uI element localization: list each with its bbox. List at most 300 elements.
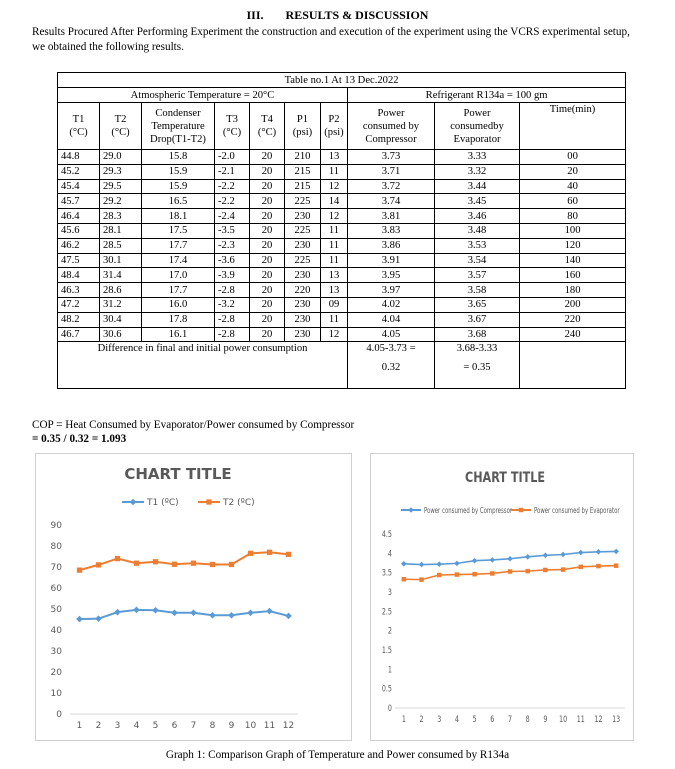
table-cell: 15.8 xyxy=(142,150,215,165)
x-tick-label: 10 xyxy=(244,721,257,731)
table-cell: 3.97 xyxy=(348,283,435,298)
y-tick-label: 30 xyxy=(50,647,62,657)
column-header-line: T1 xyxy=(72,114,85,125)
table-cell: 20 xyxy=(250,327,285,342)
table-cell: 215 xyxy=(285,179,321,194)
data-point xyxy=(472,558,478,564)
column-header-line: Condenser xyxy=(155,107,201,119)
data-point xyxy=(172,562,177,567)
table-cell: 30.1 xyxy=(100,253,142,268)
data-point xyxy=(210,562,215,567)
column-header-line: consumedby xyxy=(450,120,504,132)
table-cell: 3.72 xyxy=(348,179,435,194)
data-point xyxy=(267,550,272,555)
column-header-line: Compressor xyxy=(365,133,417,145)
y-tick-label: 1 xyxy=(387,664,392,675)
data-point xyxy=(114,609,121,616)
data-point xyxy=(614,563,618,567)
x-tick-label: 13 xyxy=(612,714,621,725)
data-point xyxy=(77,568,82,573)
data-point xyxy=(96,562,101,567)
section-title: RESULTS & DISCUSSION xyxy=(285,8,429,22)
table-cell: 17.7 xyxy=(142,238,215,253)
table-cell: 20 xyxy=(250,209,285,224)
column-header-line: T3 xyxy=(226,114,238,125)
data-point xyxy=(525,554,531,560)
x-tick-label: 5 xyxy=(152,721,159,731)
table-cell: 3.33 xyxy=(435,150,520,165)
data-point xyxy=(613,549,619,555)
cop-result: = 0.35 / 0.32 = 1.093 xyxy=(32,433,127,445)
table-cell: 11 xyxy=(321,164,348,179)
table-cell: 11 xyxy=(321,312,348,327)
table-row xyxy=(58,179,626,194)
table-cell: 13 xyxy=(321,150,348,165)
table-cell: 120 xyxy=(520,238,626,253)
column-header-line: (°C) xyxy=(69,127,88,138)
data-point xyxy=(578,550,584,556)
power-chart xyxy=(370,453,634,741)
table-cell: 09 xyxy=(321,297,348,312)
legend-marker xyxy=(408,507,414,513)
column-header-line: (psi) xyxy=(324,127,344,138)
table-cell: 3.67 xyxy=(435,312,520,327)
table-cell: 18.1 xyxy=(142,209,215,224)
data-point xyxy=(543,552,549,558)
table-cell: -2.8 xyxy=(215,312,250,327)
table-cell: 230 xyxy=(285,327,321,342)
data-point xyxy=(190,609,197,616)
table-cell: -3.6 xyxy=(215,253,250,268)
table-cell: 17.4 xyxy=(142,253,215,268)
table-cell: -2.2 xyxy=(215,194,250,209)
table-cell: 17.7 xyxy=(142,283,215,298)
table-cell: 29.5 xyxy=(100,179,142,194)
x-tick-label: 4 xyxy=(133,721,140,731)
table-cell: 20 xyxy=(250,150,285,165)
data-point xyxy=(596,564,600,568)
table-cell: 12 xyxy=(321,179,348,194)
table-cell: 4.02 xyxy=(348,297,435,312)
column-header-line: Power xyxy=(377,107,405,119)
table-cell: 16.5 xyxy=(142,194,215,209)
data-point xyxy=(76,616,83,623)
table-cell: 230 xyxy=(285,209,321,224)
data-point xyxy=(508,569,512,573)
evaporator-difference xyxy=(435,342,520,389)
table-cell: 46.2 xyxy=(58,238,100,253)
data-point xyxy=(437,573,441,577)
table-cell: 200 xyxy=(520,297,626,312)
data-point xyxy=(266,608,273,615)
table-row xyxy=(58,283,626,298)
table-cell: 00 xyxy=(520,150,626,165)
table-cell: 140 xyxy=(520,253,626,268)
table-row xyxy=(58,297,626,312)
x-tick-label: 2 xyxy=(95,721,102,731)
column-header-line: Drop(T1-T2) xyxy=(150,133,206,145)
table-cell: 12 xyxy=(321,209,348,224)
table-cell: 13 xyxy=(321,268,348,283)
y-tick-label: 80 xyxy=(50,542,62,552)
evaporator-difference-value: = 0.35 xyxy=(463,362,491,374)
table-cell: 48.2 xyxy=(58,312,100,327)
table-cell: 3.86 xyxy=(348,238,435,253)
table-cell: 215 xyxy=(285,164,321,179)
column-header-line: P2 xyxy=(328,114,340,125)
y-tick-label: 60 xyxy=(50,584,62,594)
table-cell: 29.2 xyxy=(100,194,142,209)
table-cell: 28.1 xyxy=(100,223,142,238)
data-point xyxy=(419,577,423,581)
table-cell: 17.8 xyxy=(142,312,215,327)
table-cell: 47.5 xyxy=(58,253,100,268)
table-caption: Table no.1 At 13 Dec.2022 xyxy=(58,73,626,88)
table-cell: 28.6 xyxy=(100,283,142,298)
y-tick-label: 70 xyxy=(50,563,62,573)
table-cell: 3.95 xyxy=(348,268,435,283)
cop-formula: COP = Heat Consumed by Evaporator/Power consumed by Compressor xyxy=(32,419,355,431)
table-cell: 45.7 xyxy=(58,194,100,209)
column-header xyxy=(348,103,435,150)
column-header xyxy=(100,103,142,150)
data-point xyxy=(229,562,234,567)
legend-marker xyxy=(206,499,211,504)
column-header-line: (°C) xyxy=(257,127,277,138)
column-header xyxy=(250,103,285,150)
table-cell: 20 xyxy=(250,223,285,238)
column-header xyxy=(285,103,321,150)
table-cell: 100 xyxy=(520,223,626,238)
table-cell: 20 xyxy=(250,238,285,253)
column-header-line: P1 xyxy=(296,114,309,125)
table-cell: -3.5 xyxy=(215,223,250,238)
legend-marker xyxy=(130,499,137,506)
table-cell: 15.9 xyxy=(142,179,215,194)
data-point xyxy=(419,562,425,568)
table-row xyxy=(58,209,626,224)
table-cell: 3.32 xyxy=(435,164,520,179)
table-cell: 3.68 xyxy=(435,327,520,342)
table-cell: 11 xyxy=(321,253,348,268)
y-tick-label: 10 xyxy=(50,689,62,699)
table-cell: 3.65 xyxy=(435,297,520,312)
table-cell: 3.73 xyxy=(348,150,435,165)
y-tick-label: 40 xyxy=(50,626,62,636)
x-tick-label: 6 xyxy=(490,714,495,725)
empty-cell xyxy=(520,342,626,389)
table-cell: 14 xyxy=(321,194,348,209)
table-cell: 20 xyxy=(250,179,285,194)
x-tick-label: 10 xyxy=(559,714,568,725)
table-cell: 29.0 xyxy=(100,150,142,165)
table-cell: 44.8 xyxy=(58,150,100,165)
data-point xyxy=(95,615,102,622)
table-cell: 3.46 xyxy=(435,209,520,224)
data-point xyxy=(153,559,158,564)
data-point xyxy=(560,552,566,558)
x-tick-label: 9 xyxy=(228,721,235,731)
data-point xyxy=(152,607,159,614)
x-tick-label: 3 xyxy=(114,721,121,731)
x-tick-label: 12 xyxy=(594,714,603,725)
section-number: III. xyxy=(246,8,264,22)
compressor-difference-value: 0.32 xyxy=(381,362,401,374)
data-point xyxy=(579,565,583,569)
table-cell: 11 xyxy=(321,238,348,253)
table-cell: 230 xyxy=(285,297,321,312)
table-cell: 20 xyxy=(520,164,626,179)
data-point xyxy=(134,561,139,566)
data-point xyxy=(525,569,529,573)
column-header xyxy=(435,103,520,150)
data-point xyxy=(490,557,496,563)
table-cell: 225 xyxy=(285,194,321,209)
x-tick-label: 3 xyxy=(437,714,442,725)
table-cell: 3.54 xyxy=(435,253,520,268)
data-point xyxy=(285,613,292,620)
table-cell: 3.57 xyxy=(435,268,520,283)
x-tick-label: 7 xyxy=(190,721,197,731)
table-cell: 12 xyxy=(321,327,348,342)
x-tick-label: 7 xyxy=(507,714,513,725)
column-header-line: Evaporator xyxy=(453,133,501,145)
table-cell: 20 xyxy=(250,268,285,283)
y-tick-label: 2 xyxy=(387,625,392,636)
table-cell: 240 xyxy=(520,327,626,342)
table-cell: 46.4 xyxy=(58,209,100,224)
x-tick-label: 9 xyxy=(543,714,548,725)
table-cell: 15.9 xyxy=(142,164,215,179)
results-table xyxy=(57,72,626,389)
legend-marker xyxy=(519,508,523,512)
table-cell: -2.3 xyxy=(215,238,250,253)
table-cell: -3.9 xyxy=(215,268,250,283)
column-header-line: (°C) xyxy=(222,127,242,138)
table-cell: 180 xyxy=(520,283,626,298)
table-cell: -2.8 xyxy=(215,283,250,298)
y-tick-label: 90 xyxy=(50,521,62,531)
y-tick-label: 3 xyxy=(387,587,392,598)
table-row xyxy=(58,238,626,253)
table-cell: 16.0 xyxy=(142,297,215,312)
table-footer-row xyxy=(58,342,626,389)
table-cell: 46.7 xyxy=(58,327,100,342)
table-cell: 45.2 xyxy=(58,164,100,179)
x-tick-label: 1 xyxy=(76,721,83,731)
data-point xyxy=(209,612,216,619)
table-cell: 11 xyxy=(321,223,348,238)
compressor-difference xyxy=(348,342,435,389)
y-tick-label: 0 xyxy=(387,703,392,714)
table-row xyxy=(58,253,626,268)
chart-svg xyxy=(371,454,633,740)
table-cell: 28.3 xyxy=(100,209,142,224)
table-cell: 3.45 xyxy=(435,194,520,209)
data-point xyxy=(248,551,253,556)
table-row xyxy=(58,194,626,209)
data-point xyxy=(454,561,460,567)
table-cell: 4.05 xyxy=(348,327,435,342)
compressor-difference-expr: 4.05-3.73 = xyxy=(366,343,416,355)
table-cell: 31.2 xyxy=(100,297,142,312)
table-cell: 47.2 xyxy=(58,297,100,312)
power-difference-label: Difference in final and initial power consumption xyxy=(58,342,348,389)
y-tick-label: 2.5 xyxy=(381,606,392,617)
y-tick-label: 1.5 xyxy=(381,645,392,656)
table-cell: 45.6 xyxy=(58,223,100,238)
table-cell: 225 xyxy=(285,223,321,238)
table-row xyxy=(58,268,626,283)
y-tick-label: 0.5 xyxy=(381,683,392,694)
table-row xyxy=(58,223,626,238)
chart-title: CHART TITLE xyxy=(124,465,232,483)
table-cell: 13 xyxy=(321,283,348,298)
table-cell: 225 xyxy=(285,253,321,268)
table-cell: 3.53 xyxy=(435,238,520,253)
table-cell: 220 xyxy=(285,283,321,298)
data-point xyxy=(191,561,196,566)
table-cell: 48.4 xyxy=(58,268,100,283)
column-header xyxy=(142,103,215,150)
table-row xyxy=(58,150,626,165)
column-header-line: Time(min) xyxy=(549,104,596,115)
table-cell: 3.74 xyxy=(348,194,435,209)
section-heading xyxy=(0,8,675,23)
legend-label: T1 (ºC) xyxy=(147,498,179,508)
data-point xyxy=(286,552,291,557)
column-header-line: consumed by xyxy=(362,120,420,132)
legend-label: Power consumed by Compressor xyxy=(424,506,513,516)
table-cell: 45.4 xyxy=(58,179,100,194)
table-cell: 230 xyxy=(285,312,321,327)
x-tick-label: 8 xyxy=(209,721,216,731)
x-tick-label: 8 xyxy=(525,714,530,725)
table-cell: -2.2 xyxy=(215,179,250,194)
series-line xyxy=(80,552,289,570)
x-tick-label: 12 xyxy=(282,721,295,731)
data-point xyxy=(543,568,547,572)
data-point xyxy=(472,572,476,576)
data-point xyxy=(561,567,565,571)
table-cell: -2.0 xyxy=(215,150,250,165)
table-cell: 160 xyxy=(520,268,626,283)
table-cell: 3.71 xyxy=(348,164,435,179)
data-point xyxy=(596,549,602,555)
x-tick-label: 4 xyxy=(454,714,459,725)
table-cell: 3.58 xyxy=(435,283,520,298)
data-point xyxy=(247,609,254,616)
table-cell: 3.48 xyxy=(435,223,520,238)
y-tick-label: 0 xyxy=(56,710,62,720)
table-cell: -2.4 xyxy=(215,209,250,224)
intro-paragraph: Results Procured After Performing Experiment the construction and execution of the experiment using the VCRS experimental setup, we obtained the following results. xyxy=(32,26,630,53)
y-tick-label: 4 xyxy=(387,548,392,559)
table-cell: 16.1 xyxy=(142,327,215,342)
table-cell: 40 xyxy=(520,179,626,194)
data-point xyxy=(401,561,407,567)
data-point xyxy=(507,556,513,562)
x-tick-label: 11 xyxy=(263,721,276,731)
table-cell: 46.3 xyxy=(58,283,100,298)
table-cell: 20 xyxy=(250,194,285,209)
table-cell: 17.5 xyxy=(142,223,215,238)
data-point xyxy=(402,577,406,581)
data-point xyxy=(115,556,120,561)
table-cell: -2.1 xyxy=(215,164,250,179)
table-cell: 230 xyxy=(285,238,321,253)
x-tick-label: 6 xyxy=(171,721,178,731)
data-point xyxy=(455,572,459,576)
table-cell: 220 xyxy=(520,312,626,327)
table-cell: 29.3 xyxy=(100,164,142,179)
table-cell: 20 xyxy=(250,312,285,327)
x-tick-label: 5 xyxy=(472,714,477,725)
table-cell: -3.2 xyxy=(215,297,250,312)
legend-label: Power consumed by Evaporator xyxy=(534,506,620,516)
atmospheric-temperature: Atmospheric Temperature = 20°C xyxy=(58,88,348,103)
table-cell: 30.4 xyxy=(100,312,142,327)
evaporator-difference-expr: 3.68-3.33 xyxy=(456,343,498,355)
data-point xyxy=(133,607,140,614)
x-tick-label: 1 xyxy=(401,714,406,725)
table-cell: 20 xyxy=(250,164,285,179)
column-header-line: (psi) xyxy=(292,127,313,138)
data-point xyxy=(171,609,178,616)
table-cell: 60 xyxy=(520,194,626,209)
refrigerant-amount: Refrigerant R134a = 100 gm xyxy=(348,88,626,103)
column-header xyxy=(321,103,348,150)
data-point xyxy=(490,571,494,575)
column-header xyxy=(58,103,100,150)
table-row xyxy=(58,312,626,327)
temperature-chart xyxy=(35,453,352,741)
chart-title: CHART TITLE xyxy=(464,468,546,486)
table-cell: -2.8 xyxy=(215,327,250,342)
table-cell: 30.6 xyxy=(100,327,142,342)
data-point xyxy=(436,561,442,567)
table-cell: 20 xyxy=(250,283,285,298)
table-cell: 230 xyxy=(285,268,321,283)
table-cell: 3.44 xyxy=(435,179,520,194)
table-row xyxy=(58,327,626,342)
y-tick-label: 4.5 xyxy=(381,529,392,540)
x-tick-label: 11 xyxy=(576,714,585,725)
x-tick-label: 2 xyxy=(419,714,424,725)
table-cell: 80 xyxy=(520,209,626,224)
y-tick-label: 20 xyxy=(50,668,62,678)
column-header-line: Power xyxy=(463,107,491,119)
chart-svg xyxy=(36,454,351,740)
series-line xyxy=(80,610,289,619)
table-cell: 210 xyxy=(285,150,321,165)
column-header-line: T4 xyxy=(261,114,273,125)
table-cell: 20 xyxy=(250,253,285,268)
y-tick-label: 3.5 xyxy=(381,567,392,578)
table-cell: 17.0 xyxy=(142,268,215,283)
table-header-row xyxy=(58,103,626,150)
table-cell: 4.04 xyxy=(348,312,435,327)
table-cell: 3.83 xyxy=(348,223,435,238)
graph-caption: Graph 1: Comparison Graph of Temperature and Power consumed by R134a xyxy=(165,749,510,761)
table-cell: 3.81 xyxy=(348,209,435,224)
y-tick-label: 50 xyxy=(50,605,62,615)
table-cell: 28.5 xyxy=(100,238,142,253)
table-cell: 31.4 xyxy=(100,268,142,283)
table-cell: 20 xyxy=(250,297,285,312)
table-cell: 3.91 xyxy=(348,253,435,268)
column-header-line: (°C) xyxy=(111,127,130,138)
